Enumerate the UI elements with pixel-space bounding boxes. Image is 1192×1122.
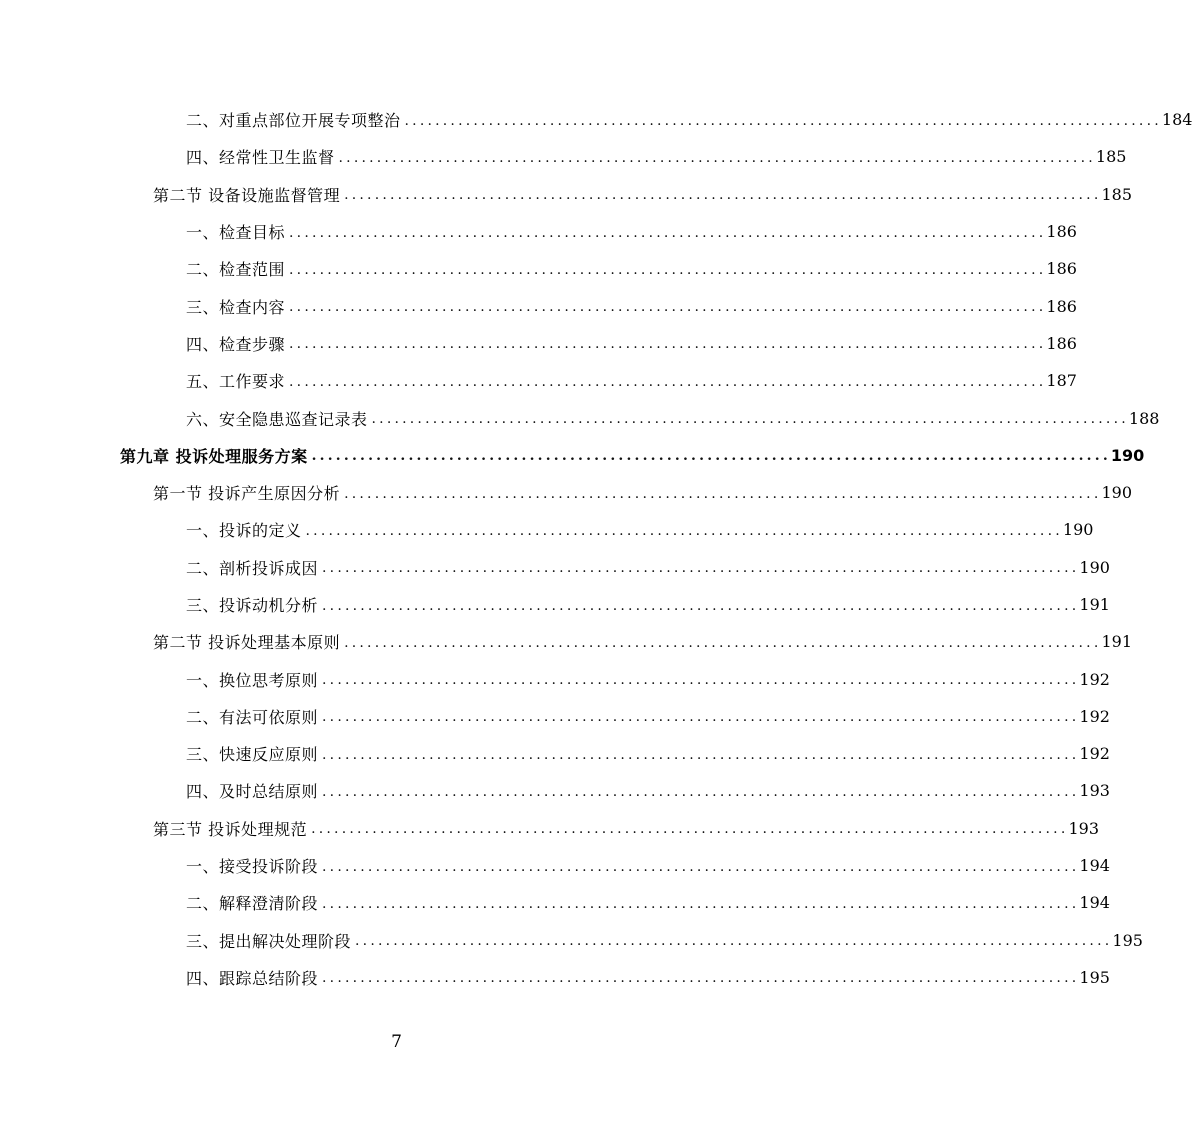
toc-entry [0, 549, 1110, 586]
toc-entry-page: 188 [1128, 408, 1160, 428]
toc-entry [0, 772, 1110, 809]
toc-entry-page: 184 [1161, 110, 1192, 130]
toc-entry-title: 二、对重点部位开展专项整治 [186, 111, 401, 131]
toc-entry [0, 698, 1110, 735]
toc-entry-title: 一、换位思考原则 [186, 670, 319, 690]
toc-entry [0, 623, 1133, 660]
toc-entry [0, 810, 1100, 847]
toc-dot-leader: ................................................................................................... [322, 709, 1080, 726]
toc-entry-page: 190 [1062, 520, 1094, 540]
toc-entry-page: 185 [1101, 184, 1133, 204]
toc-entry-title: 一、接受投诉阶段 [186, 857, 319, 877]
toc-dot-leader: ................................................................................................... [322, 783, 1080, 800]
toc-dot-leader: ................................................................................................... [322, 858, 1080, 875]
toc-entry-page: 193 [1068, 818, 1100, 838]
toc-entry [0, 847, 1110, 884]
toc-entry-title: 四、检查步骤 [186, 334, 286, 354]
toc-entry-title: 四、经常性卫生监督 [186, 148, 335, 168]
toc-entry-title: 四、跟踪总结阶段 [186, 968, 319, 988]
toc-entry-title: 一、投诉的定义 [186, 521, 302, 541]
toc-entry-page: 185 [1095, 147, 1127, 167]
toc-entry [0, 213, 1077, 250]
toc-chapter-page: 190 [1110, 445, 1145, 465]
toc-entry-title: 第二节 设备设施监督管理 [153, 185, 341, 205]
toc-dot-leader: ................................................................................................... [322, 895, 1080, 912]
toc-entry-title: 一、检查目标 [186, 223, 286, 243]
toc-entry-title: 三、快速反应原则 [186, 745, 319, 765]
toc-entry-page: 186 [1046, 296, 1077, 316]
toc-entry [0, 884, 1110, 921]
toc-entry-title: 三、投诉动机分析 [186, 596, 319, 615]
toc-dot-leader: ................................................................................................... [338, 149, 1096, 166]
toc-dot-leader: ................................................................................................... [311, 821, 1069, 838]
toc-entry-page: 195 [1112, 930, 1143, 950]
toc-entry-page: 192 [1079, 669, 1110, 689]
toc-entry-title: 三、检查内容 [186, 297, 286, 317]
toc-dot-leader: ................................................................................................... [344, 485, 1102, 502]
toc-entry-page: 186 [1046, 333, 1077, 353]
toc-entry [0, 287, 1077, 324]
toc-entry-title: 五、工作要求 [186, 372, 286, 392]
toc-entry-title: 二、有法可依原则 [186, 707, 319, 727]
toc-chapter-entry [0, 437, 1145, 474]
toc-dot-leader: ................................................................................................... [289, 336, 1047, 353]
toc-entry-title: 第一节 投诉产生原因分析 [153, 484, 341, 504]
toc-entry-page: 187 [1046, 371, 1077, 391]
toc-dot-leader: ................................................................................................... [355, 933, 1113, 950]
toc-dot-leader: ................................................................................................... [344, 187, 1102, 204]
toc-entry-page: 186 [1046, 259, 1077, 279]
toc-entry [0, 250, 1077, 287]
toc-entry-title: 第二节 投诉处理基本原则 [153, 633, 341, 653]
toc-entry-page: 192 [1079, 706, 1110, 726]
toc-dot-leader: ................................................................................................... [305, 522, 1063, 539]
toc-entry [0, 399, 1160, 436]
toc-entry-page: 192 [1079, 744, 1110, 764]
toc-dot-leader: ................................................................................................... [344, 634, 1102, 651]
toc-dot-leader: ................................................................................................... [322, 560, 1080, 577]
toc-entry-page: 190 [1079, 557, 1110, 577]
toc-entry-page: 190 [1101, 483, 1133, 503]
toc-dot-leader: ................................................................................................... [322, 746, 1080, 763]
toc-entry [0, 362, 1077, 399]
toc-entry-title: 第三节 投诉处理规范 [153, 819, 308, 839]
toc-entry [0, 474, 1133, 511]
toc-dot-leader: ................................................................................................... [322, 970, 1080, 987]
toc-entry-title: 三、提出解决处理阶段 [186, 931, 352, 951]
toc-dot-leader: ................................................................................................... [289, 261, 1047, 278]
toc-entry [0, 959, 1110, 996]
toc-entry [0, 922, 1143, 959]
toc-entry [0, 660, 1110, 697]
toc-entry [0, 586, 1110, 623]
toc-entry-page: 191 [1079, 595, 1110, 614]
toc-dot-leader: ................................................................................................... [404, 112, 1162, 129]
toc-entry [0, 735, 1110, 772]
toc-entry-page: 195 [1079, 967, 1110, 987]
toc-dot-leader: ................................................................................................... [289, 373, 1047, 390]
toc-entry-page: 186 [1046, 222, 1077, 242]
toc-entry-page: 194 [1079, 893, 1110, 913]
toc-entry [0, 511, 1094, 548]
toc-entry-title: 四、及时总结原则 [186, 782, 319, 802]
toc-dot-leader: ................................................................................................... [311, 448, 1111, 465]
toc-dot-leader: ................................................................................................... [289, 224, 1047, 241]
toc-dot-leader: ................................................................................................... [322, 672, 1080, 689]
toc-entry [0, 101, 1192, 138]
toc-dot-leader: ................................................................................................... [371, 411, 1129, 428]
toc-dot-leader: ................................................................................................... [289, 299, 1047, 316]
toc-entry-page: 191 [1101, 632, 1133, 652]
toc-entry-title: 二、检查范围 [186, 260, 286, 280]
toc-entry [0, 138, 1127, 175]
toc-entry-title: 二、解释澄清阶段 [186, 894, 319, 914]
toc-entry-page: 193 [1079, 781, 1110, 801]
toc-dot-leader: ................................................................................................... [322, 597, 1080, 614]
toc-entry-title: 二、剖析投诉成因 [186, 558, 319, 578]
toc-entry-page: 194 [1079, 856, 1110, 876]
toc-entry-title: 六、安全隐患巡查记录表 [186, 409, 368, 429]
toc-entry [0, 176, 1133, 213]
table-of-contents [0, 101, 1192, 996]
toc-entry [0, 325, 1077, 362]
toc-chapter-title: 第九章 投诉处理服务方案 [120, 446, 308, 466]
page-number: 7 [391, 1032, 402, 1052]
